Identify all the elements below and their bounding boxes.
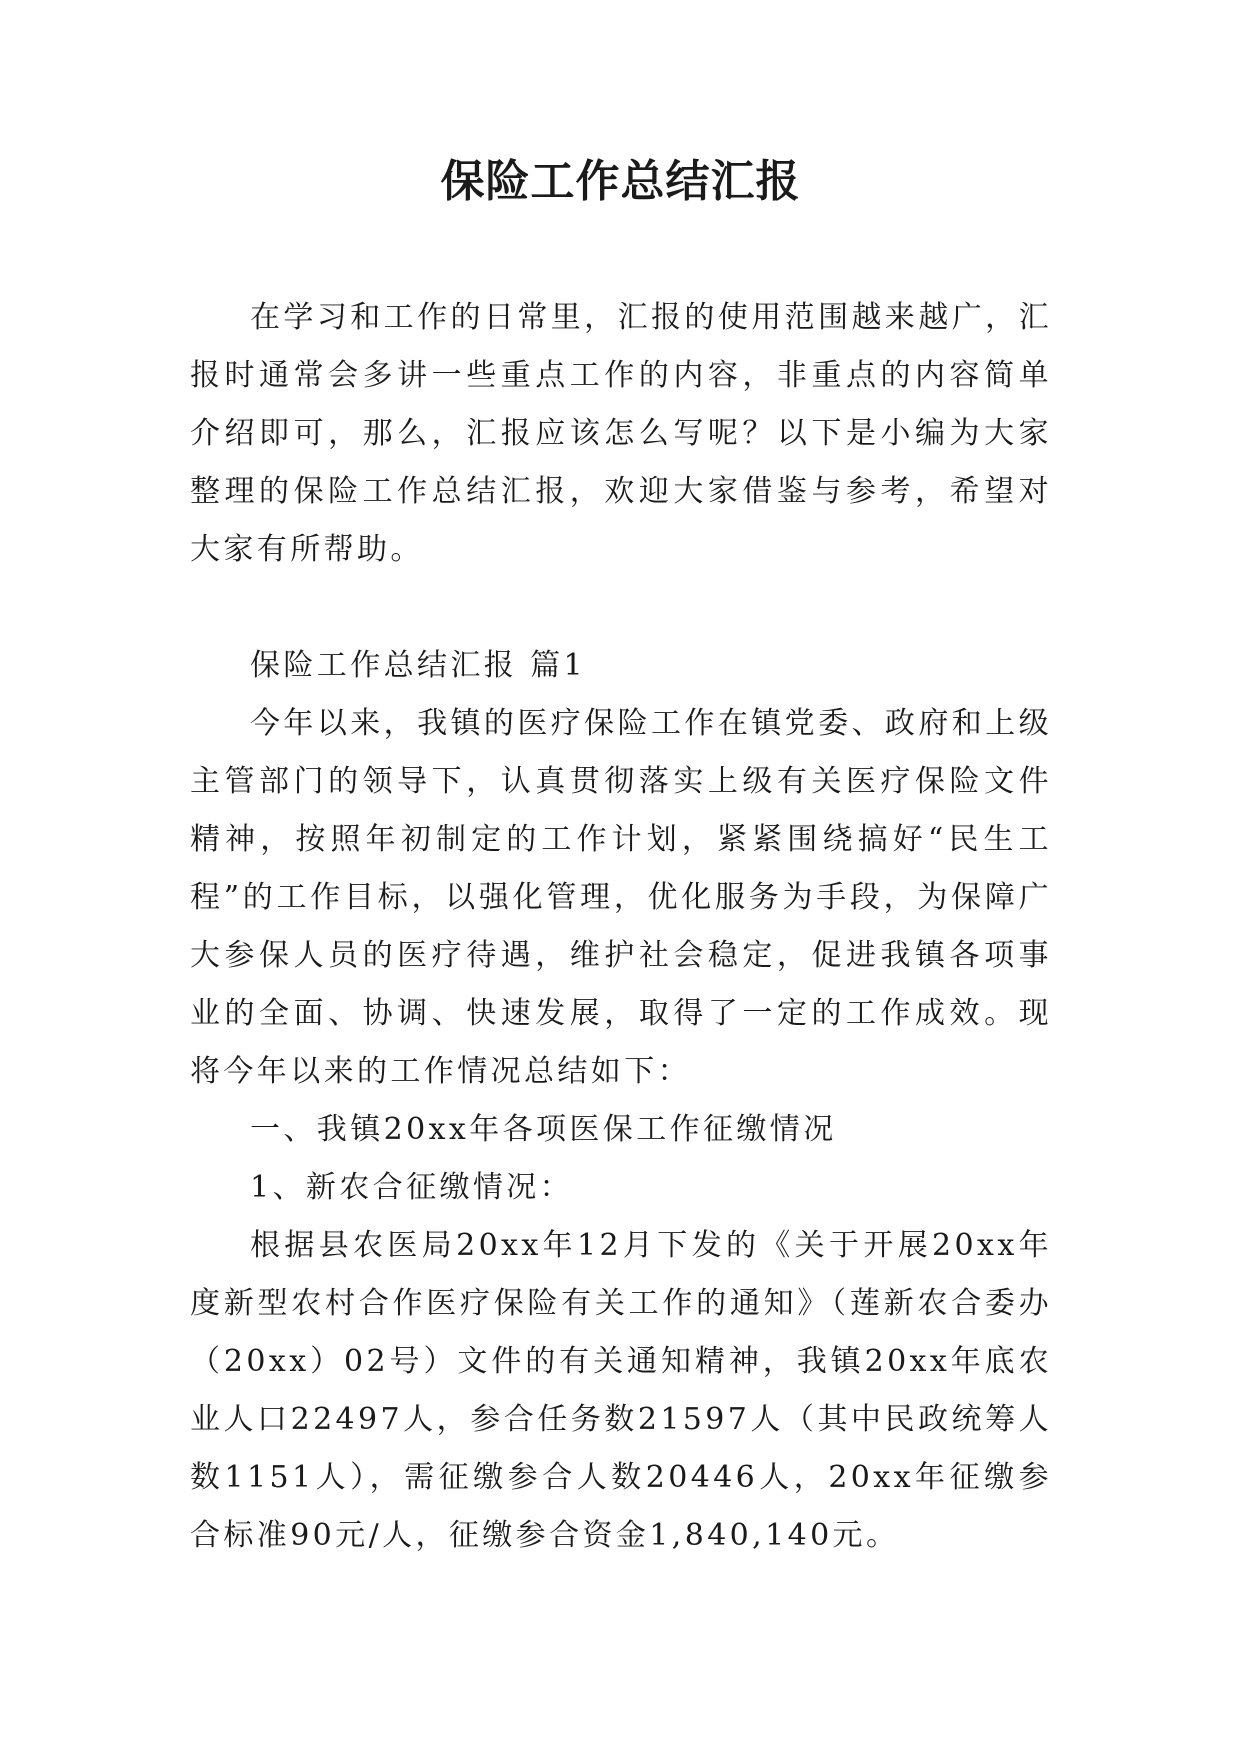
- section-heading: 保险工作总结汇报 篇1: [250, 648, 587, 683]
- subheading-collection-status: 一、我镇20xx年各项医保工作征缴情况: [250, 1112, 837, 1147]
- intro-paragraph: 在学习和工作的日常里，汇报的使用范围越来越广，汇报时通常会多讲一些重点工作的内容，非重点的内容简单介绍即可，那么，汇报应该怎么写呢？以下是小编为大家整理的保险工作总结汇报，欢迎大家借鉴与参考，希望对大家有所帮助。: [190, 300, 1052, 567]
- collection-details-paragraph: 根据县农医局20xx年12月下发的《关于开展20xx年度新型农村合作医疗保险有关工作的通知》（莲新农合委办（20xx）02号）文件的有关通知精神，我镇20xx年底农业人口22497人，参合任务数21597人（其中民政统筹人数1151人），需征缴参合人数20446人，20xx年征缴参合标准90元/人，征缴参合资金1,840,140元。: [190, 1228, 1052, 1553]
- subheading-ncms-collection: 1、新农合征缴情况：: [250, 1170, 574, 1205]
- document-body: [190, 289, 1052, 1565]
- document-title: 保险工作总结汇报: [440, 156, 801, 207]
- summary-paragraph: 今年以来，我镇的医疗保险工作在镇党委、政府和上级主管部门的领导下，认真贯彻落实上级有关医疗保险文件精神，按照年初制定的工作计划，紧紧围绕搞好“民生工程”的工作目标，以强化管理，优化服务为手段，为保障广大参保人员的医疗待遇，维护社会稳定，促进我镇各项事业的全面、协调、快速发展，取得了一定的工作成效。现将今年以来的工作情况总结如下：: [190, 706, 1052, 1089]
